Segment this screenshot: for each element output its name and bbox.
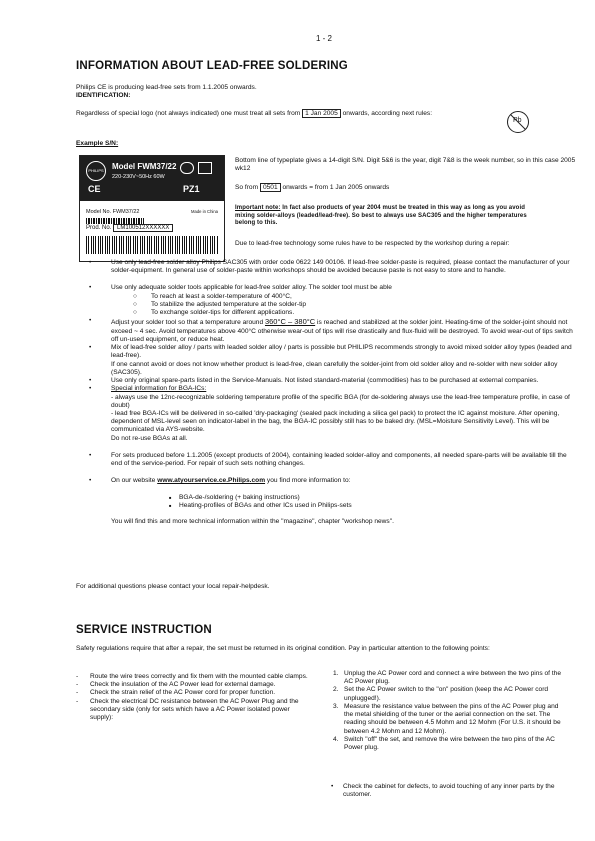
bga-text-3: Do not re-use BGAs at all. [111,434,188,442]
plate-model-no: Model No. FWM37/22 [86,209,140,215]
bullet-text: Use only lead-free solder alloy Philips SAC305 with order code 0622 149 00106. If lead-free solder-paste is required, please contact the manufacturer of your solder-equipment. In general use of solder-paste within workshops should be avoided because paste is not easy to store and to handle. [111,259,570,275]
item-number: 3. [333,702,339,710]
list-item [333,736,568,752]
list-item: - Check the insulation of the AC Power lead for external damage. [76,681,276,689]
web-sub-text: Heating-profiles of BGAs and other ICs used in Philips-sets [179,501,352,509]
list-item: • On our website www.atyourservice.ce.Philips.com you find more information to: [89,477,351,485]
magazine-text: You will find this and more technical information within the "magazine", chapter "workshop news". [111,518,394,526]
adjust-b: is reached and stabilized at the solder joint. Heating-time of the solder-joint should not exceed ~ 4 sec. Avoid temperatures above 400°C otherwise wear-out of tips will rise drastically and flux-fluid will be destroyed. To avoid wear-out of tips switch off un-used equipment, or reduce heat. [111,319,573,343]
side-text-2 [235,184,580,192]
ce-mark-icon: CE [88,184,101,194]
list-item [333,686,568,702]
side-text-1: Bottom line of typeplate gives a 14-digit S/N. Digit 5&6 is the year, digit 7&8 is the week number, so in this case 2005 wk12 [235,157,576,173]
side-text-3: Due to lead-free technology some rules have to be respected by the workshop during a repair: [235,240,510,247]
identification-label: IDENTIFICATION: [76,92,131,100]
example-sn-label: Example S/N: [76,140,119,147]
pb-letter-p: Pb [513,117,522,124]
cabinet-note [331,783,569,799]
sets-before-text: For sets produced before 1.1.2005 (except products of 2004), containing leaded solder-alloy and components, all needed spare-parts will be available till the end of the service-period. For repair of such sets nothing changes. [111,451,567,468]
list-item: • Use only original spare-parts listed in the Service-Manuals. Not listed standard-material (commodities) has to be purchased at external companies. [89,377,539,385]
list-item: ○ To reach at least a solder-temperature of 400°C, [133,292,292,300]
double-insulation-icon [198,162,212,174]
list-item [333,670,568,686]
important-text: In fact also products of year 2004 must be treated in this way as long as you avoid mixing solder-alloys (leaded/lead-free). So best to always use SAC305 and the higher temperatures belong to this. [235,205,527,226]
website-link[interactable]: www.atyourservice.ce.Philips.com [157,477,266,485]
side-2-a: So from [235,184,259,191]
bullet-text: Use only adequate solder tools applicable for lead-free solder alloy. The solder tool must be able [111,284,392,292]
class-symbol-icon [180,162,194,174]
list-item: • Use only adequate solder tools applicable for lead-free solder alloy. The solder tool must be able ○ To reach at least a solder-temperature of 400°C, ○ To stabilize the adjusted temperature at the solder-tip ○ To exchange solder-tips for different applications. [111,284,577,317]
list-item: ■ BGA-de-/soldering (+ baking instructions) [169,493,300,501]
website-a: On our website [111,477,156,485]
service-right-list [333,670,568,752]
website-b: you find more information to: [266,477,351,485]
adjust-a: Adjust your solder tool so that a temperature around [111,319,264,327]
side-2-code: 0501 [260,183,281,192]
plate-prod-line [86,225,173,233]
list-item: • Check the cabinet for defects, to avoid touching of any inner parts by the customer. [331,783,555,799]
item-number: 2. [333,686,339,694]
list-item: - Check the strain relief of the AC Power cord for proper function. [76,689,276,697]
item-number: 1. [333,670,339,677]
right-item-text: Measure the resistance value between the pins of the AC Power plug and the metal shielding of the tuner or the aerial connection on the set. The reading should be between 4.5 Mohm and 12 Mohm (For U.S. it should be between 4.2 Mohm and 12 Mohm). [344,702,561,735]
list-item: - Check the electrical DC resistance between the AC Power Plug and the secondary side (only for sets which have a AC Power isolated power supply): [76,697,299,722]
sub-text: To stabilize the adjusted temperature at the solder-tip [151,300,307,308]
list-item [333,703,568,736]
sub-text: To reach at least a solder-temperature of 400°C, [151,292,292,300]
service-heading: SERVICE INSTRUCTION [76,624,212,636]
plate-made-in: Made in China [191,209,219,214]
mix-text-2: If one cannot avoid or does not know whether product is lead-free, clean carefully the solder-joint from old solder alloy and re-solder with new solder alloy (SAC305). [111,360,558,376]
service-intro: Safety regulations require that after a repair, the set must be returned in its original condition. Pay in particular attention to the following points: [76,645,490,652]
plate-pz: PZ1 [183,184,200,194]
list-item: ■ Heating-profiles of BGAs and other ICs used in Philips-sets [169,501,352,509]
spare-text: Use only original spare-parts listed in the Service-Manuals. Not listed standard-material (commodities) has to be purchased at external companies. [111,377,539,385]
list-item: • Adjust your solder tool so that a temperature around 360°C – 380°C is reached and stabilized at the solder joint. Heating-time of the solder-joint should not exceed ~ 4 sec. Avoid temperatures above 400°C otherwise wear-out of tips will rise drastically and flux-fluid will be destroyed. To avoid wear-out of tips switch off un-used equipment, or reduce heat. [89,317,573,343]
important-note [235,205,535,228]
list-item: • Special information for BGA-ICs: - always use the 12nc-recognizable soldering temperature profile of the specific BGA (for de-soldering always use the lead-free temperature profile, in case of doubt) - lead free BGA-ICs will be delivered in so-called 'dry-packaging' (sealed pack including a silica gel pack) to protect the IC against moisture. After opening, dependent of MSL-level seen on indicator-label in the bag, the BGA-IC possibly still has to be baked dry. (MSL=Moisture Sensitivity Level). This will be communicated via AYS-website. Do not re-use BGAs at all. [111,385,577,443]
list-item: ○ To stabilize the adjusted temperature at the solder-tip [133,300,307,308]
barcode-large [86,236,218,254]
lead-free-pb-icon [506,110,530,134]
plate-prod-label: Prod. No. [86,225,112,231]
bga-title: Special information for BGA-ICs: [111,385,207,393]
regardless-text-a: Regardless of special logo (not always indicated) one must treat all sets from [76,110,301,117]
adjust-temp: 360°C – 380°C [264,317,316,327]
bga-text-2: - lead free BGA-ICs will be delivered in so-called 'dry-packaging' (sealed pack including a silica gel pack) to protect the IC against moisture. After opening, dependent of MSL-level seen on indicator-label in the bag, the BGA-IC possibly still has to be baked dry. (MSL=Moisture Sensitivity Level). This will be communicated via AYS-website. [111,409,560,434]
page-number: 1 - 2 [316,34,333,43]
left-item-text: Check the strain relief of the AC Power cord for proper function. [90,689,276,697]
lead-free-heading: INFORMATION ABOUT LEAD-FREE SOLDERING [76,60,348,72]
plate-spec: 220-230V~50Hz 60W [112,174,165,180]
regardless-date: 1 Jan 2005 [302,109,341,118]
list-item: - Route the wire trees correctly and fix them with the mounted cable clamps. [76,673,308,680]
left-item-text: Check the insulation of the AC Power lead for external damage. [90,681,276,689]
cabinet-text: Check the cabinet for defects, to avoid touching of any inner parts by the customer. [343,783,555,799]
item-number: 4. [333,735,339,743]
lead-intro [76,84,556,100]
right-item-text: Unplug the AC Power cord and connect a wire between the two pins of the AC Power plug. [344,670,561,686]
intro-text: Philips CE is producing lead-free sets from 1.1.2005 onwards. [76,84,257,91]
sub-text: To exchange solder-tips for different applications. [151,309,295,317]
list-item: • Mix of lead-free solder alloy / parts with leaded solder alloy / parts is possible but PHILIPS recommends strongly to avoid mixed solder alloy types (leaded and lead-free). If one cannot avoid or does not know whether product is lead-free, clean carefully the solder-joint from old solder alloy and re-solder with new solder alloy (SAC305). [111,344,577,377]
mix-text-1: Mix of lead-free solder alloy / parts with leaded solder alloy / parts is possible but PHILIPS recommends strongly to avoid mixed solder alloy types (leaded and lead-free). [111,344,572,360]
plate-model: Model FWM37/22 [112,162,177,171]
rules-list [89,259,577,526]
list-item: • For sets produced before 1.1.2005 (except products of 2004), containing leaded solder-alloy and components, all needed spare-parts will be available till the end of the service-period. For repair of such sets nothing changes. [89,451,567,468]
philips-logo-icon: PHILIPS [86,161,106,181]
bga-text-1: - always use the 12nc-recognizable soldering temperature profile of the specific BGA (for de-soldering always use the lead-free temperature profile, in case of doubt) [111,393,570,409]
typeplate-header [80,156,224,201]
plate-prod-no: LM100512XXXXXX [113,224,173,232]
right-item-text: Switch "off" the set, and remove the wire between the two pins of the AC Power plug. [344,735,555,752]
right-item-text: Set the AC Power switch to the "on" position (keep the AC Power cord unplugged!). [344,686,549,702]
regardless-text-b: onwards, according next rules: [342,110,433,117]
left-item-text: Route the wire trees correctly and fix them with the mounted cable clamps. [90,673,308,680]
side-2-b: onwards = from 1 Jan 2005 onwards [282,184,390,191]
left-item-text: Check the electrical DC resistance between the AC Power Plug and the secondary side (only for sets which have a AC Power isolated power supply): [90,697,299,722]
helpdesk-text: For additional questions please contact your local repair-helpdesk. [76,583,270,590]
typeplate [79,155,225,262]
list-item: • Use only lead-free solder alloy Philips SAC305 with order code 0622 149 00106. If lead-free solder-paste is required, please contact the manufacturer of your solder-equipment. In general use of solder-paste within workshops should be avoided because paste is not easy to store and to handle. [89,259,570,275]
service-left-list [76,673,308,722]
website-sublist [161,494,577,510]
list-item: ○ To exchange solder-tips for different applications. [133,309,295,317]
regardless-line [76,110,516,118]
important-label: Important note: [235,205,281,211]
web-sub-text: BGA-de-/soldering (+ baking instructions) [179,493,300,501]
